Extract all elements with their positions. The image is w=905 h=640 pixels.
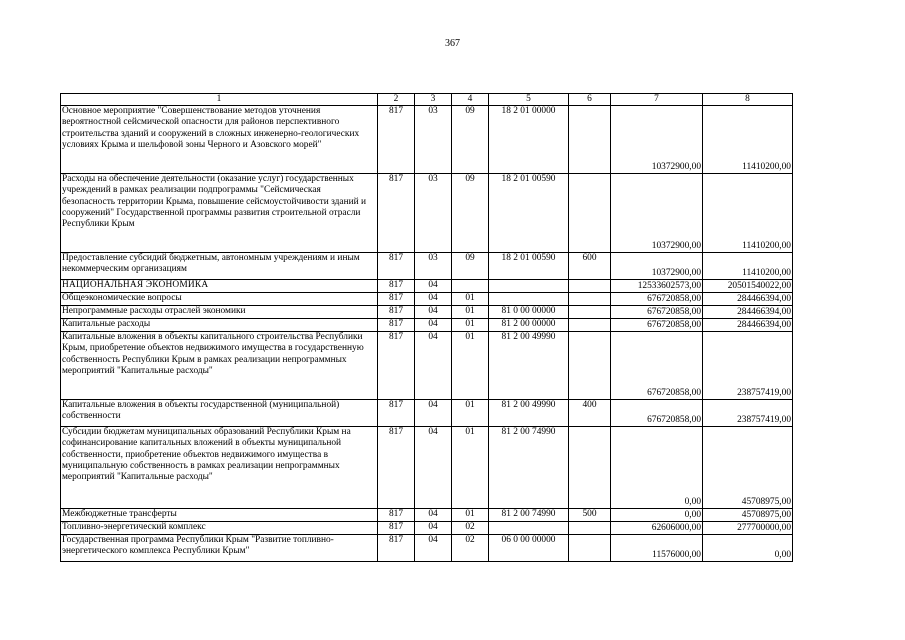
cell-c5: 81 0 00 00000 [489, 306, 569, 319]
cell-c6 [569, 106, 611, 174]
cell-c4: 01 [452, 509, 489, 522]
cell-c3: 04 [415, 332, 452, 400]
cell-c3: 04 [415, 306, 452, 319]
table-row [61, 293, 793, 306]
cell-c6 [569, 293, 611, 306]
cell-c6 [569, 535, 611, 562]
cell-c4: 01 [452, 293, 489, 306]
cell-c2: 817 [378, 319, 415, 332]
row-name: НАЦИОНАЛЬНАЯ ЭКОНОМИКА [61, 280, 378, 293]
cell-c3: 04 [415, 280, 452, 293]
cell-c2: 817 [378, 509, 415, 522]
cell-c7: 0,00 [611, 427, 703, 509]
cell-c4: 09 [452, 174, 489, 253]
cell-c8: 11410200,00 [703, 253, 793, 280]
cell-c8: 11410200,00 [703, 174, 793, 253]
row-name: Капитальные вложения в объекты капитального строительства Республики Крым, приобретение объектов недвижимого имущества в государственную собственность Республики Крым в рамках реализации непрограммных мероприятий "Капитальные расходы" [61, 332, 378, 400]
cell-c6: 400 [569, 400, 611, 427]
cell-c6 [569, 332, 611, 400]
cell-c3: 03 [415, 106, 452, 174]
cell-c2: 817 [378, 280, 415, 293]
cell-c8: 20501540022,00 [703, 280, 793, 293]
cell-c4: 02 [452, 522, 489, 535]
cell-c3: 03 [415, 174, 452, 253]
cell-c4: 02 [452, 535, 489, 562]
cell-c5: 18 2 01 00000 [489, 106, 569, 174]
column-header: 8 [703, 94, 793, 106]
cell-c5 [489, 280, 569, 293]
cell-c3: 03 [415, 253, 452, 280]
cell-c8: 277700000,00 [703, 522, 793, 535]
cell-c3: 04 [415, 522, 452, 535]
cell-c7: 676720858,00 [611, 332, 703, 400]
cell-c4: 09 [452, 253, 489, 280]
table-row [61, 306, 793, 319]
cell-c7: 10372900,00 [611, 174, 703, 253]
cell-c8: 11410200,00 [703, 106, 793, 174]
cell-c8: 238757419,00 [703, 400, 793, 427]
row-name: Капитальные расходы [61, 319, 378, 332]
cell-c4: 01 [452, 427, 489, 509]
cell-c7: 676720858,00 [611, 400, 703, 427]
cell-c2: 817 [378, 106, 415, 174]
table-row [61, 174, 793, 253]
cell-c8: 284466394,00 [703, 319, 793, 332]
cell-c4: 01 [452, 332, 489, 400]
row-name: Основное мероприятие "Совершенствование методов уточнения вероятностной сейсмической опасности для районов перспективного строительства зданий и сооружений в сложных инженерно-геологических условиях Крыма и шельфовой зоны Черного и Азовского морей" [61, 106, 378, 174]
cell-c5: 06 0 00 00000 [489, 535, 569, 562]
cell-c2: 817 [378, 293, 415, 306]
cell-c6 [569, 522, 611, 535]
budget-table [60, 93, 793, 562]
row-name: Субсидии бюджетам муниципальных образований Республики Крым на софинансирование капитальных вложений в объекты муниципальной собственности, приобретение объектов недвижимого имущества в муниципальную собственность в рамках реализации непрограммных мероприятий "Капитальные расходы" [61, 427, 378, 509]
cell-c5: 81 2 00 49990 [489, 400, 569, 427]
cell-c5 [489, 293, 569, 306]
table-header-row [61, 94, 793, 106]
row-name: Межбюджетные трансферты [61, 509, 378, 522]
column-header: 5 [489, 94, 569, 106]
cell-c2: 817 [378, 253, 415, 280]
table-row [61, 522, 793, 535]
cell-c2: 817 [378, 535, 415, 562]
cell-c8: 284466394,00 [703, 306, 793, 319]
cell-c3: 04 [415, 293, 452, 306]
table-row [61, 509, 793, 522]
page-number: 367 [445, 38, 460, 49]
cell-c6 [569, 174, 611, 253]
cell-c2: 817 [378, 174, 415, 253]
column-header: 3 [415, 94, 452, 106]
cell-c8: 0,00 [703, 535, 793, 562]
cell-c5: 81 2 00 00000 [489, 319, 569, 332]
column-header: 7 [611, 94, 703, 106]
cell-c4: 01 [452, 400, 489, 427]
cell-c4 [452, 280, 489, 293]
table-row [61, 332, 793, 400]
row-name: Расходы на обеспечение деятельности (оказание услуг) государственных учреждений в рамках реализации подпрограммы "Сейсмическая безопасность территории Крыма, повышение сейсмоустойчивости зданий и сооружений" Государственной программы развития строительной отрасли Республики Крым [61, 174, 378, 253]
cell-c7: 62606000,00 [611, 522, 703, 535]
table-row [61, 535, 793, 562]
cell-c7: 10372900,00 [611, 253, 703, 280]
cell-c4: 09 [452, 106, 489, 174]
cell-c5 [489, 522, 569, 535]
column-header: 6 [569, 94, 611, 106]
cell-c7: 676720858,00 [611, 293, 703, 306]
row-name: Капитальные вложения в объекты государственной (муниципальной) собственности [61, 400, 378, 427]
cell-c6: 600 [569, 253, 611, 280]
cell-c6 [569, 280, 611, 293]
row-name: Общеэкономические вопросы [61, 293, 378, 306]
cell-c6 [569, 306, 611, 319]
cell-c2: 817 [378, 522, 415, 535]
cell-c4: 01 [452, 306, 489, 319]
cell-c5: 81 2 00 49990 [489, 332, 569, 400]
cell-c7: 10372900,00 [611, 106, 703, 174]
cell-c2: 817 [378, 427, 415, 509]
cell-c3: 04 [415, 535, 452, 562]
cell-c6 [569, 319, 611, 332]
cell-c3: 04 [415, 319, 452, 332]
cell-c7: 676720858,00 [611, 306, 703, 319]
table-row [61, 319, 793, 332]
cell-c8: 45708975,00 [703, 427, 793, 509]
cell-c6 [569, 427, 611, 509]
cell-c4: 01 [452, 319, 489, 332]
row-name: Непрограммные расходы отраслей экономики [61, 306, 378, 319]
table-row [61, 280, 793, 293]
row-name: Топливно-энергетический комплекс [61, 522, 378, 535]
row-name: Государственная программа Республики Крым "Развитие топливно-энергетического комплекса Республики Крым" [61, 535, 378, 562]
cell-c2: 817 [378, 306, 415, 319]
cell-c5: 81 2 00 74990 [489, 427, 569, 509]
cell-c3: 04 [415, 400, 452, 427]
column-header: 1 [61, 94, 378, 106]
cell-c3: 04 [415, 509, 452, 522]
row-name: Предоставление субсидий бюджетным, автономным учреждениям и иным некоммерческим организациям [61, 253, 378, 280]
table-row [61, 106, 793, 174]
cell-c8: 284466394,00 [703, 293, 793, 306]
cell-c2: 817 [378, 332, 415, 400]
table-row [61, 253, 793, 280]
cell-c7: 0,00 [611, 509, 703, 522]
cell-c5: 81 2 00 74990 [489, 509, 569, 522]
cell-c2: 817 [378, 400, 415, 427]
cell-c8: 45708975,00 [703, 509, 793, 522]
cell-c6: 500 [569, 509, 611, 522]
cell-c5: 18 2 01 00590 [489, 253, 569, 280]
cell-c5: 18 2 01 00590 [489, 174, 569, 253]
cell-c7: 11576000,00 [611, 535, 703, 562]
cell-c3: 04 [415, 427, 452, 509]
cell-c7: 12533602573,00 [611, 280, 703, 293]
column-header: 4 [452, 94, 489, 106]
cell-c7: 676720858,00 [611, 319, 703, 332]
column-header: 2 [378, 94, 415, 106]
cell-c8: 238757419,00 [703, 332, 793, 400]
table-row [61, 427, 793, 509]
table-row [61, 400, 793, 427]
